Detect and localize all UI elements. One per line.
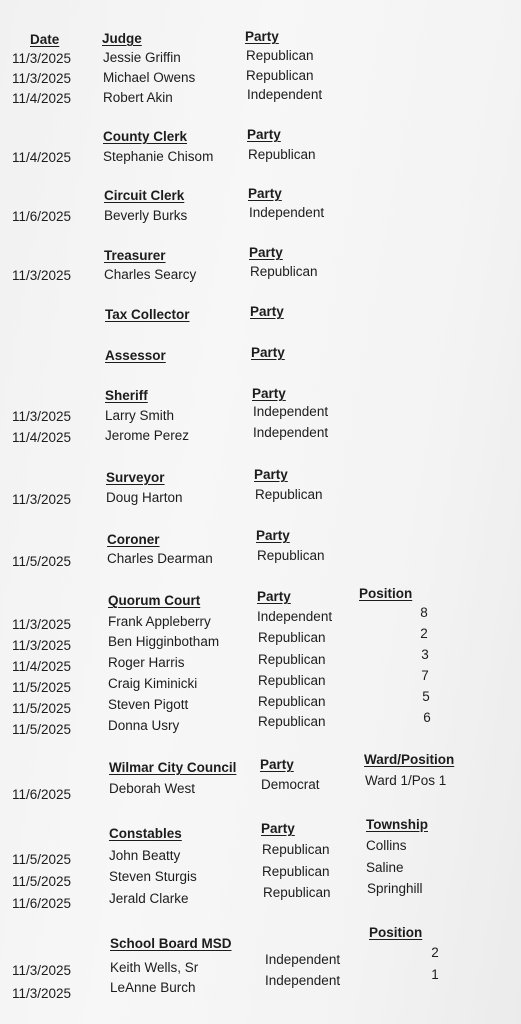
candidate-name: LeAnne Burch <box>110 980 196 995</box>
candidate-party: Republican <box>258 630 326 645</box>
candidate-party: Republican <box>258 652 326 667</box>
section-title: Circuit Clerk <box>104 188 185 203</box>
candidate-party: Independent <box>249 205 325 220</box>
filing-date: 11/4/2025 <box>12 430 72 445</box>
filing-date: 11/6/2025 <box>12 209 72 224</box>
filing-date: 11/4/2025 <box>12 91 72 106</box>
candidate-township: Collins <box>366 838 407 853</box>
candidate-name: Larry Smith <box>105 408 175 423</box>
candidate-name: Deborah West <box>109 781 196 796</box>
candidate-position: 2 <box>431 945 439 960</box>
candidate-party: Republican <box>255 487 323 502</box>
section-title: School Board MSD <box>110 936 232 951</box>
candidate-party: Republican <box>257 548 325 563</box>
filing-date: 11/4/2025 <box>12 150 72 165</box>
candidate-name: Robert Akin <box>103 90 173 105</box>
candidate-ward: Ward 1/Pos 1 <box>365 773 447 788</box>
candidate-party: Republican <box>262 842 330 857</box>
candidate-party: Republican <box>258 673 326 688</box>
party-column-header: Party <box>245 29 279 44</box>
section-title: Surveyor <box>106 470 165 485</box>
candidate-name: Charles Dearman <box>107 551 213 566</box>
section-title: Constables <box>109 826 182 841</box>
candidate-party: Democrat <box>261 777 320 792</box>
filing-date: 11/5/2025 <box>12 852 72 867</box>
candidate-name: Jessie Griffin <box>103 50 181 65</box>
filing-date: 11/6/2025 <box>12 896 72 911</box>
section-title: Tax Collector <box>105 307 190 322</box>
candidate-name: Steven Pigott <box>108 697 189 712</box>
candidate-name: Stephanie Chisom <box>103 149 214 164</box>
filing-date: 11/5/2025 <box>12 722 72 737</box>
candidate-township: Saline <box>366 860 404 875</box>
candidate-party: Republican <box>250 264 318 279</box>
candidate-name: Donna Usry <box>108 718 180 733</box>
candidate-name: John Beatty <box>109 848 181 863</box>
candidate-name: Jerome Perez <box>105 428 190 443</box>
section-title: Coroner <box>107 532 160 547</box>
candidate-party: Independent <box>257 609 333 624</box>
position-column-header: Position <box>369 925 423 940</box>
section-title: Treasurer <box>104 248 166 263</box>
filing-date: 11/3/2025 <box>12 986 72 1001</box>
candidate-party: Independent <box>253 404 329 419</box>
candidate-name: Charles Searcy <box>104 267 197 282</box>
candidate-position: 6 <box>423 710 431 725</box>
party-column-header: Party <box>247 127 281 142</box>
party-column-header: Party <box>261 821 295 836</box>
candidate-party: Independent <box>247 87 323 102</box>
party-column-header: Party <box>252 386 286 401</box>
candidate-party: Republican <box>246 68 314 83</box>
filing-date: 11/3/2025 <box>12 617 72 632</box>
candidate-name: Jerald Clarke <box>109 891 189 906</box>
filing-date: 11/4/2025 <box>12 659 72 674</box>
candidate-position: 1 <box>431 967 439 982</box>
ward-position-column-header: Ward/Position <box>364 752 455 767</box>
candidate-name: Doug Harton <box>106 490 183 505</box>
position-column-header: Position <box>359 586 413 601</box>
candidate-name: Frank Appleberry <box>108 614 211 629</box>
filing-date: 11/3/2025 <box>12 51 72 66</box>
filing-date: 11/5/2025 <box>12 554 72 569</box>
party-column-header: Party <box>250 304 284 319</box>
candidate-position: 5 <box>422 689 430 704</box>
filing-date: 11/3/2025 <box>12 638 72 653</box>
section-title: Quorum Court <box>108 593 201 608</box>
party-column-header: Party <box>260 757 294 772</box>
candidate-name: Michael Owens <box>103 70 196 85</box>
candidate-party: Independent <box>265 952 341 967</box>
filing-date: 11/3/2025 <box>12 409 72 424</box>
section-title: Assessor <box>105 348 166 363</box>
candidate-name: Beverly Burks <box>104 208 188 223</box>
candidate-position: 3 <box>421 647 429 662</box>
candidate-name: Ben Higginbotham <box>108 634 220 649</box>
candidate-party: Republican <box>246 48 314 63</box>
section-title: Sheriff <box>105 388 148 403</box>
candidate-township: Springhill <box>367 881 423 896</box>
candidate-party: Republican <box>258 714 326 729</box>
party-column-header: Party <box>249 245 283 260</box>
party-column-header: Party <box>251 345 285 360</box>
candidate-name: Keith Wells, Sr <box>110 960 199 975</box>
judge-column-header: Judge <box>102 31 142 46</box>
filing-date: 11/5/2025 <box>12 874 72 889</box>
candidate-party: Independent <box>265 973 341 988</box>
filing-date: 11/5/2025 <box>12 701 72 716</box>
party-column-header: Party <box>257 589 291 604</box>
filing-date: 11/3/2025 <box>12 71 72 86</box>
candidate-name: Roger Harris <box>108 655 185 670</box>
party-column-header: Party <box>254 467 288 482</box>
party-column-header: Party <box>248 186 282 201</box>
candidate-party: Republican <box>248 147 316 162</box>
date-column-header: Date <box>30 32 60 47</box>
candidate-position: 8 <box>420 605 428 620</box>
filing-date: 11/6/2025 <box>12 787 72 802</box>
filing-date: 11/3/2025 <box>12 963 72 978</box>
candidate-name: Steven Sturgis <box>109 869 197 884</box>
candidate-position: 2 <box>420 626 428 641</box>
section-title: County Clerk <box>103 129 188 144</box>
candidate-party: Republican <box>262 864 330 879</box>
candidate-name: Craig Kiminicki <box>108 676 198 691</box>
candidate-party: Republican <box>258 694 326 709</box>
filing-date: 11/3/2025 <box>12 268 72 283</box>
candidate-party: Republican <box>263 885 331 900</box>
candidate-position: 7 <box>421 668 429 683</box>
section-title: Wilmar City Council <box>109 760 237 775</box>
filing-date: 11/3/2025 <box>12 492 72 507</box>
candidate-party: Independent <box>253 425 329 440</box>
filing-date: 11/5/2025 <box>12 680 72 695</box>
party-column-header: Party <box>256 528 290 543</box>
township-column-header: Township <box>366 817 428 832</box>
